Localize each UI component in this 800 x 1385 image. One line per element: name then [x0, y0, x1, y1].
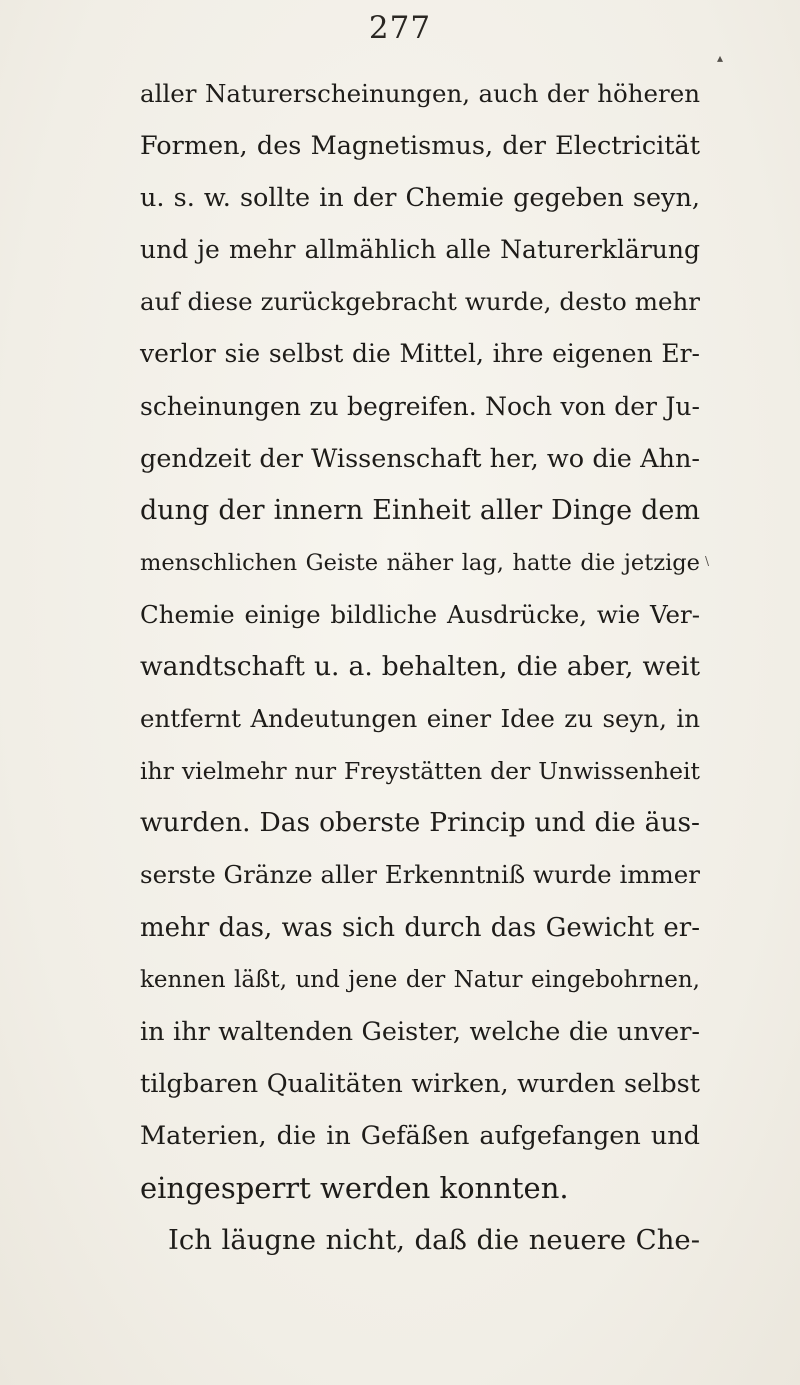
text-line: gendzeit der Wissenschaft her, wo die Ahn-: [140, 443, 700, 474]
text-line: kennen läßt, und jene der Natur eingebohrnen,: [140, 966, 700, 993]
text-line: Ich läugne nicht, daß die neuere Che-: [168, 1224, 700, 1257]
text-line: und je mehr allmählich alle Naturerklärung: [140, 235, 700, 265]
text-line: menschlichen Geiste näher lag, hatte die jetzige: [140, 549, 700, 576]
text-line: verlor sie selbst die Mittel, ihre eigenen Er-: [140, 339, 700, 369]
page-number: 277: [368, 10, 432, 46]
text-line: eingesperrt werden konnten.: [140, 1170, 569, 1205]
text-line: tilgbaren Qualitäten wirken, wurden selbst: [140, 1068, 700, 1099]
margin-mark: ▴: [717, 51, 724, 65]
margin-mark: \: [705, 554, 710, 568]
text-line: Materien, die in Gefäßen aufgefangen und: [140, 1120, 700, 1151]
text-line: dung der innern Einheit aller Dinge dem: [140, 494, 700, 526]
text-line: wandtschaft u. a. behalten, die aber, weit: [140, 651, 700, 683]
text-line: scheinungen zu begreifen. Noch von der Ju-: [140, 391, 700, 421]
text-line: serste Gränze aller Erkenntniß wurde immer: [140, 860, 700, 890]
text-line: aller Naturerscheinungen, auch der höheren: [140, 79, 700, 108]
text-line: ihr vielmehr nur Freystätten der Unwissenheit: [140, 757, 700, 786]
text-line: auf diese zurückgebracht wurde, desto mehr: [140, 287, 700, 317]
text-line: u. s. w. sollte in der Chemie gegeben seyn,: [140, 183, 700, 214]
text-line: mehr das, was sich durch das Gewicht er-: [140, 912, 700, 943]
text-line: entfernt Andeutungen einer Idee zu seyn, in: [140, 704, 700, 734]
text-line: wurden. Das oberste Princip und die äus-: [140, 807, 700, 839]
text-line: Formen, des Magnetismus, der Electricität: [140, 131, 700, 162]
text-line: Chemie einige bildliche Ausdrücke, wie Ver-: [140, 599, 700, 629]
text-line: in ihr waltenden Geister, welche die unver-: [140, 1016, 700, 1047]
body-text: [140, 68, 700, 1266]
